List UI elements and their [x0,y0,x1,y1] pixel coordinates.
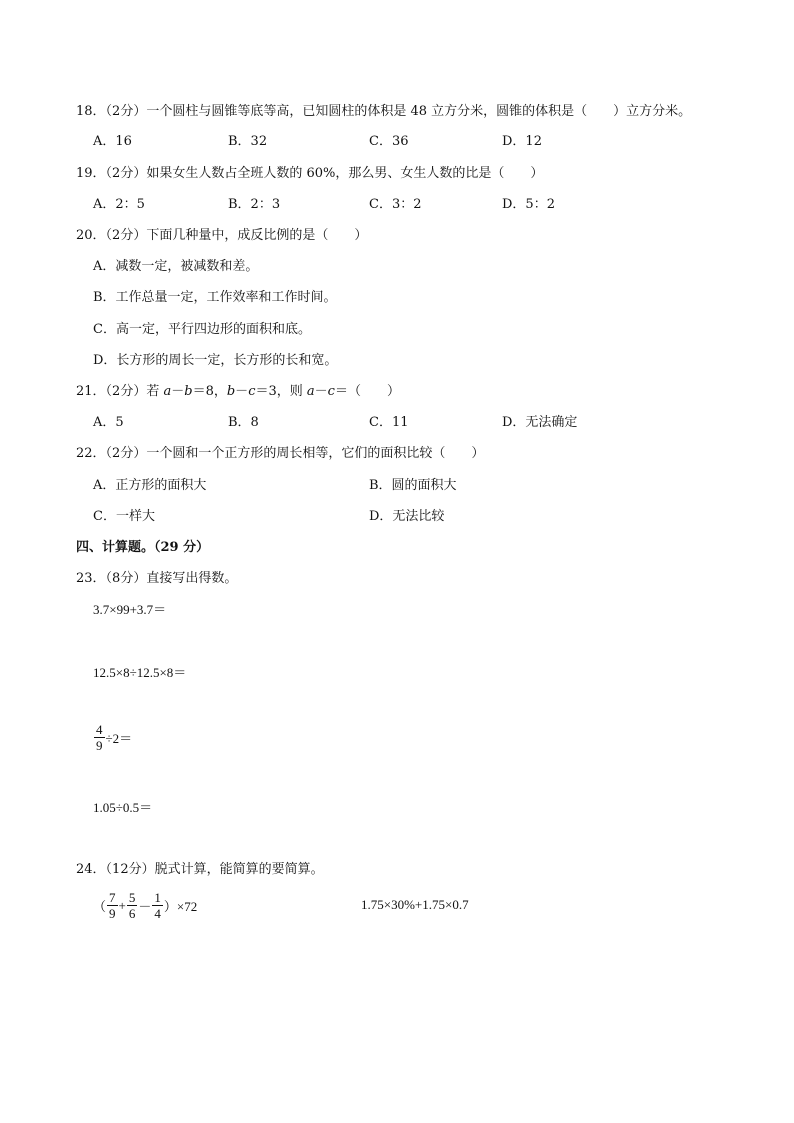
q24-fraction-2-denominator: 6 [128,906,136,921]
q21-var-a1: a [163,384,172,399]
q21-minus2: － [235,384,249,399]
q21-var-c2: c [248,384,256,399]
q24-plus: + [118,897,126,913]
q21-option-d[interactable]: D．无法确定 [502,415,578,430]
q24-fraction-3-denominator: 4 [154,906,161,921]
q20-option-d[interactable]: D．长方形的周长一定，长方形的长和宽。 [93,353,338,368]
q23-expr-3 [93,722,132,753]
q18-stem: 18．（2分）一个圆柱与圆锥等底等高，已知圆柱的体积是 48 立方分米，圆锥的体积是（ ）立方分米。 [76,104,692,119]
q24-right-paren-times: ）×72 [163,899,198,914]
q24-fraction-3-numerator: 1 [154,890,161,905]
q24-stem: 24．（12分）脱式计算，能简算的要简算。 [76,862,324,877]
q21-option-a[interactable]: A．5 [93,415,124,430]
q23-fraction [94,722,105,753]
q20-option-a[interactable]: A．减数一定，被减数和差。 [93,259,259,274]
q21-stem [76,384,400,400]
q21-var-b1: b [184,384,193,399]
q21-minus3: － [314,384,328,399]
q21-var-c3: c [327,384,335,399]
q24-fraction-2 [127,890,138,921]
q24-expr-1 [93,890,197,921]
q19-option-a[interactable]: A．2：5 [93,197,145,212]
q18-option-a[interactable]: A．16 [93,134,132,149]
q23-expr-3-rest: ÷2＝ [105,731,133,746]
section-4-title: 四、计算题。（29 分） [76,540,210,555]
q18-option-d[interactable]: D．12 [502,134,542,149]
q21-var-b2: b [226,384,236,399]
q20-option-b[interactable]: B．工作总量一定，工作效率和工作时间。 [93,290,337,305]
q22-option-d[interactable]: D．无法比较 [369,509,445,524]
q21-var-a3: a [306,384,315,399]
q24-left-paren: （ [93,899,107,914]
q20-option-c[interactable]: C．高一定，平行四边形的面积和底。 [93,322,311,337]
q23-fraction-denominator: 9 [96,738,103,753]
q23-stem: 23．（8分）直接写出得数。 [76,571,238,586]
q23-expr-2: 12.5×8÷12.5×8＝ [93,665,187,680]
q24-fraction-1-denominator: 9 [109,906,116,921]
q22-option-c[interactable]: C．一样大 [93,509,155,524]
q19-option-b[interactable]: B．2：3 [228,197,281,212]
q19-stem: 19．（2分）如果女生人数占全班人数的 60%，那么男、女生人数的比是（ ） [76,166,544,181]
q23-expr-1: 3.7×99+3.7＝ [93,602,167,617]
q21-option-b[interactable]: B．8 [228,415,259,430]
q24-fraction-1 [107,890,118,921]
q23-expr-4: 1.05÷0.5＝ [93,800,153,815]
q18-option-b[interactable]: B．32 [228,134,268,149]
q22-option-b[interactable]: B．圆的面积大 [369,478,457,493]
q24-fraction-3 [152,890,163,921]
q22-stem: 22．（2分）一个圆和一个正方形的周长相等，它们的面积比较（ ） [76,446,485,461]
q19-option-d[interactable]: D．5：2 [502,197,555,212]
q21-prefix: 21．（2分）若 [76,384,164,399]
q23-fraction-numerator: 4 [96,722,103,737]
q24-minus: － [138,899,152,914]
q21-eq3: ＝（ ） [334,384,400,399]
q21-minus1: － [171,384,185,399]
q21-option-c[interactable]: C．11 [369,415,409,430]
q21-eq1: ＝8， [192,384,227,399]
q24-fraction-2-numerator: 5 [128,890,136,905]
q24-fraction-1-numerator: 7 [109,890,116,905]
q24-expr-2: 1.75×30%+1.75×0.7 [361,897,469,912]
q18-option-c[interactable]: C．36 [369,134,409,149]
q20-stem: 20．（2分）下面几种量中，成反比例的是（ ） [76,228,368,243]
q19-option-c[interactable]: C．3：2 [369,197,422,212]
q22-option-a[interactable]: A．正方形的面积大 [93,478,207,493]
q21-eq2: ＝3，则 [255,384,307,399]
